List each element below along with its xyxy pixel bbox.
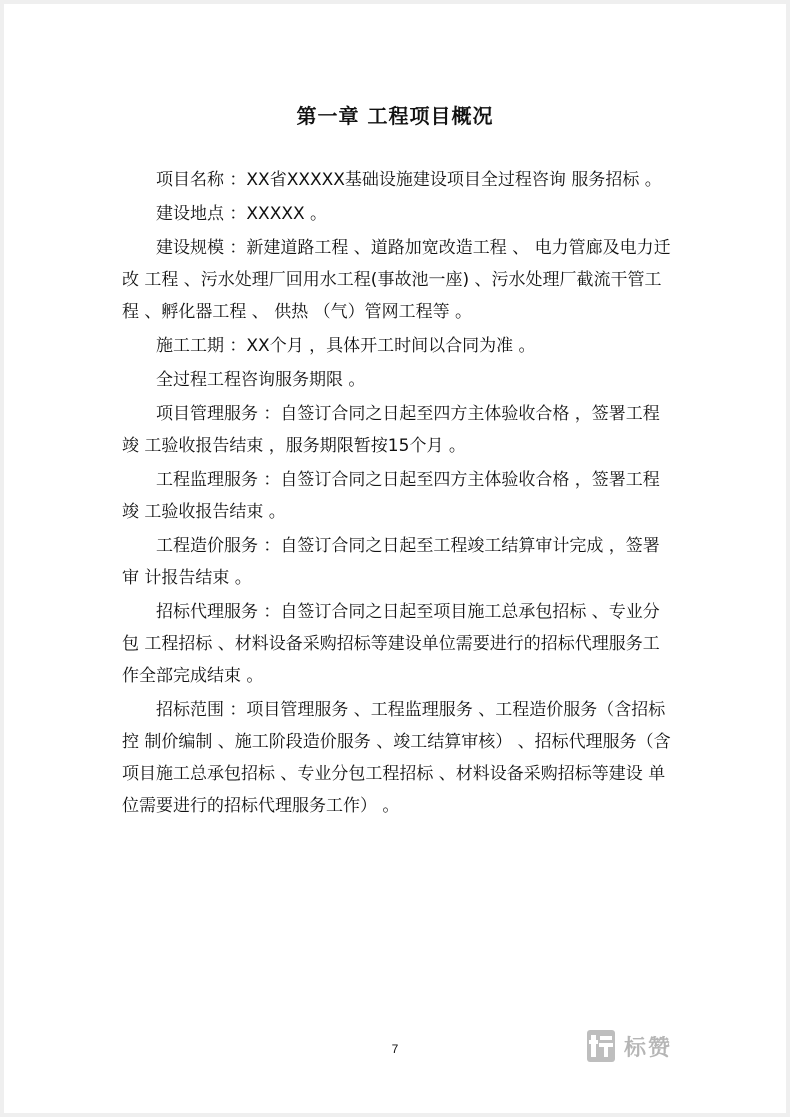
paragraph-duration: 施工工期 ：XX个月 ，具体开工时间以合同为准 。 bbox=[156, 336, 536, 356]
paragraph-scale: 建设规模 ：新建道路工程 、道路加宽改造工程 、 电力管廊及电力迁改 工程 、污水处理厂回用水工程(事故池一座) 、污水处理厂截流干管工 程 、孵化器工程 、 供热 （气）管网工程等 。 bbox=[122, 238, 671, 322]
page-number: 7 bbox=[391, 1042, 399, 1056]
watermark-text: 标赞 bbox=[624, 1035, 673, 1061]
paragraph-project-management: 项目管理服务 ：自签订合同之日起至四方主体验收合格 ，签署工程竣 工验收报告结束 ，服务期限暂按15个月 。 bbox=[122, 404, 660, 456]
paragraph-bidding-agency: 招标代理服务 ：自签订合同之日起至项目施工总承包招标 、专业分包 工程招标 、材料设备采购招标等建设单位需要进行的招标代理服务工 作全部完成结束 。 bbox=[122, 602, 660, 686]
chapter-title: 第一章 工程项目概况 bbox=[296, 104, 494, 128]
document-body bbox=[122, 164, 674, 822]
document-page bbox=[4, 4, 786, 1113]
watermark bbox=[586, 1026, 672, 1066]
biaozan-logo-icon bbox=[586, 1029, 616, 1063]
paragraph-supervision: 工程监理服务 ：自签订合同之日起至四方主体验收合格 ，签署工程竣 工验收报告结束 。 bbox=[122, 470, 660, 522]
paragraph-cost: 工程造价服务 ：自签订合同之日起至工程竣工结算审计完成 ，签署审 计报告结束 。 bbox=[122, 536, 660, 588]
paragraph-bidding-scope: 招标范围 ：项目管理服务 、工程监理服务 、工程造价服务（含招标控 制价编制 、施工阶段造价服务 、竣工结算审核） 、招标代理服务（含 项目施工总承包招标 、专业分包工程招标 、材料设备采购招标等建设 单位需要进行的招标代理服务工作） 。 bbox=[122, 700, 671, 816]
paragraph-project-name: 项目名称 ：XX省XXXXX基础设施建设项目全过程咨询 服务招标 。 bbox=[156, 170, 662, 190]
paragraph-location: 建设地点 ：XXXXX 。 bbox=[156, 204, 328, 224]
paragraph-service-period: 全过程工程咨询服务期限 。 bbox=[156, 370, 366, 390]
